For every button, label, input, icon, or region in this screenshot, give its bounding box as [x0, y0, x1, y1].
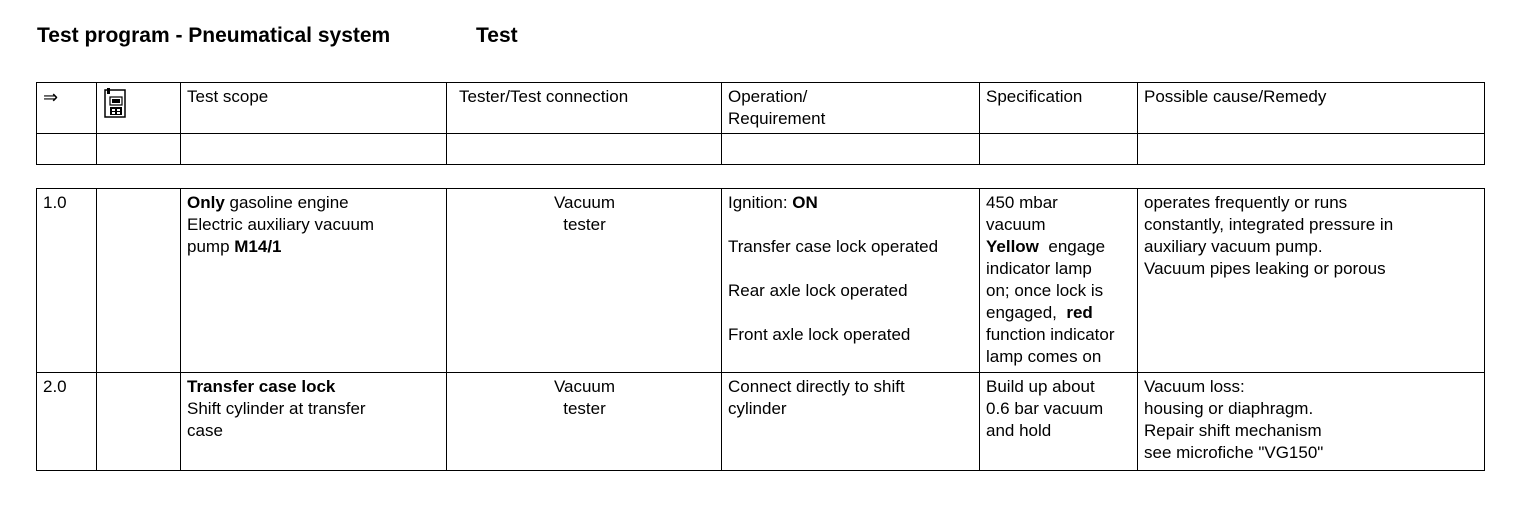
- header-test-scope: Test scope: [181, 83, 447, 134]
- title-main: Test program - Pneumatical system: [37, 24, 391, 47]
- row-number: 2.0: [37, 373, 97, 471]
- test-scope: Transfer case lock Shift cylinder at transfer case: [181, 373, 447, 471]
- specification: 450 mbar vacuum Yellow engage indicator lamp on; once lock is engaged, red function indicator lamp comes on: [980, 189, 1138, 373]
- operation: Connect directly to shift cylinder: [722, 373, 980, 471]
- header-icon-cell: [97, 83, 181, 134]
- title-sub: Test: [476, 24, 518, 47]
- test-table: [36, 188, 1485, 471]
- table-row: [37, 373, 1485, 471]
- header-table: [36, 82, 1485, 165]
- tester-device-icon: [103, 104, 127, 123]
- arrow-icon: ⇒: [43, 87, 59, 107]
- test-scope: Only gasoline engine Electric auxiliary vacuum pump M14/1: [181, 189, 447, 373]
- possible-cause: operates frequently or runs constantly, integrated pressure in auxiliary vacuum pump. Vacuum pipes leaking or porous: [1138, 189, 1485, 373]
- specification: Build up about 0.6 bar vacuum and hold: [980, 373, 1138, 471]
- header-specification: Specification: [980, 83, 1138, 134]
- header-tester: Tester/Test connection: [447, 83, 722, 134]
- header-cause: Possible cause/Remedy: [1138, 83, 1485, 134]
- tester: Vacuum tester: [447, 373, 722, 471]
- tester: Vacuum tester: [447, 189, 722, 373]
- page-title: [37, 24, 518, 48]
- header-arrow-cell: [37, 83, 97, 134]
- row-number: 1.0: [37, 189, 97, 373]
- table-row: [37, 189, 1485, 373]
- header-operation: Operation/ Requirement: [722, 83, 980, 134]
- operation: Ignition: ON Transfer case lock operated Rear axle lock operated Front axle lock operated: [722, 189, 980, 373]
- possible-cause: Vacuum loss: housing or diaphragm. Repair shift mechanism see microfiche "VG150": [1138, 373, 1485, 471]
